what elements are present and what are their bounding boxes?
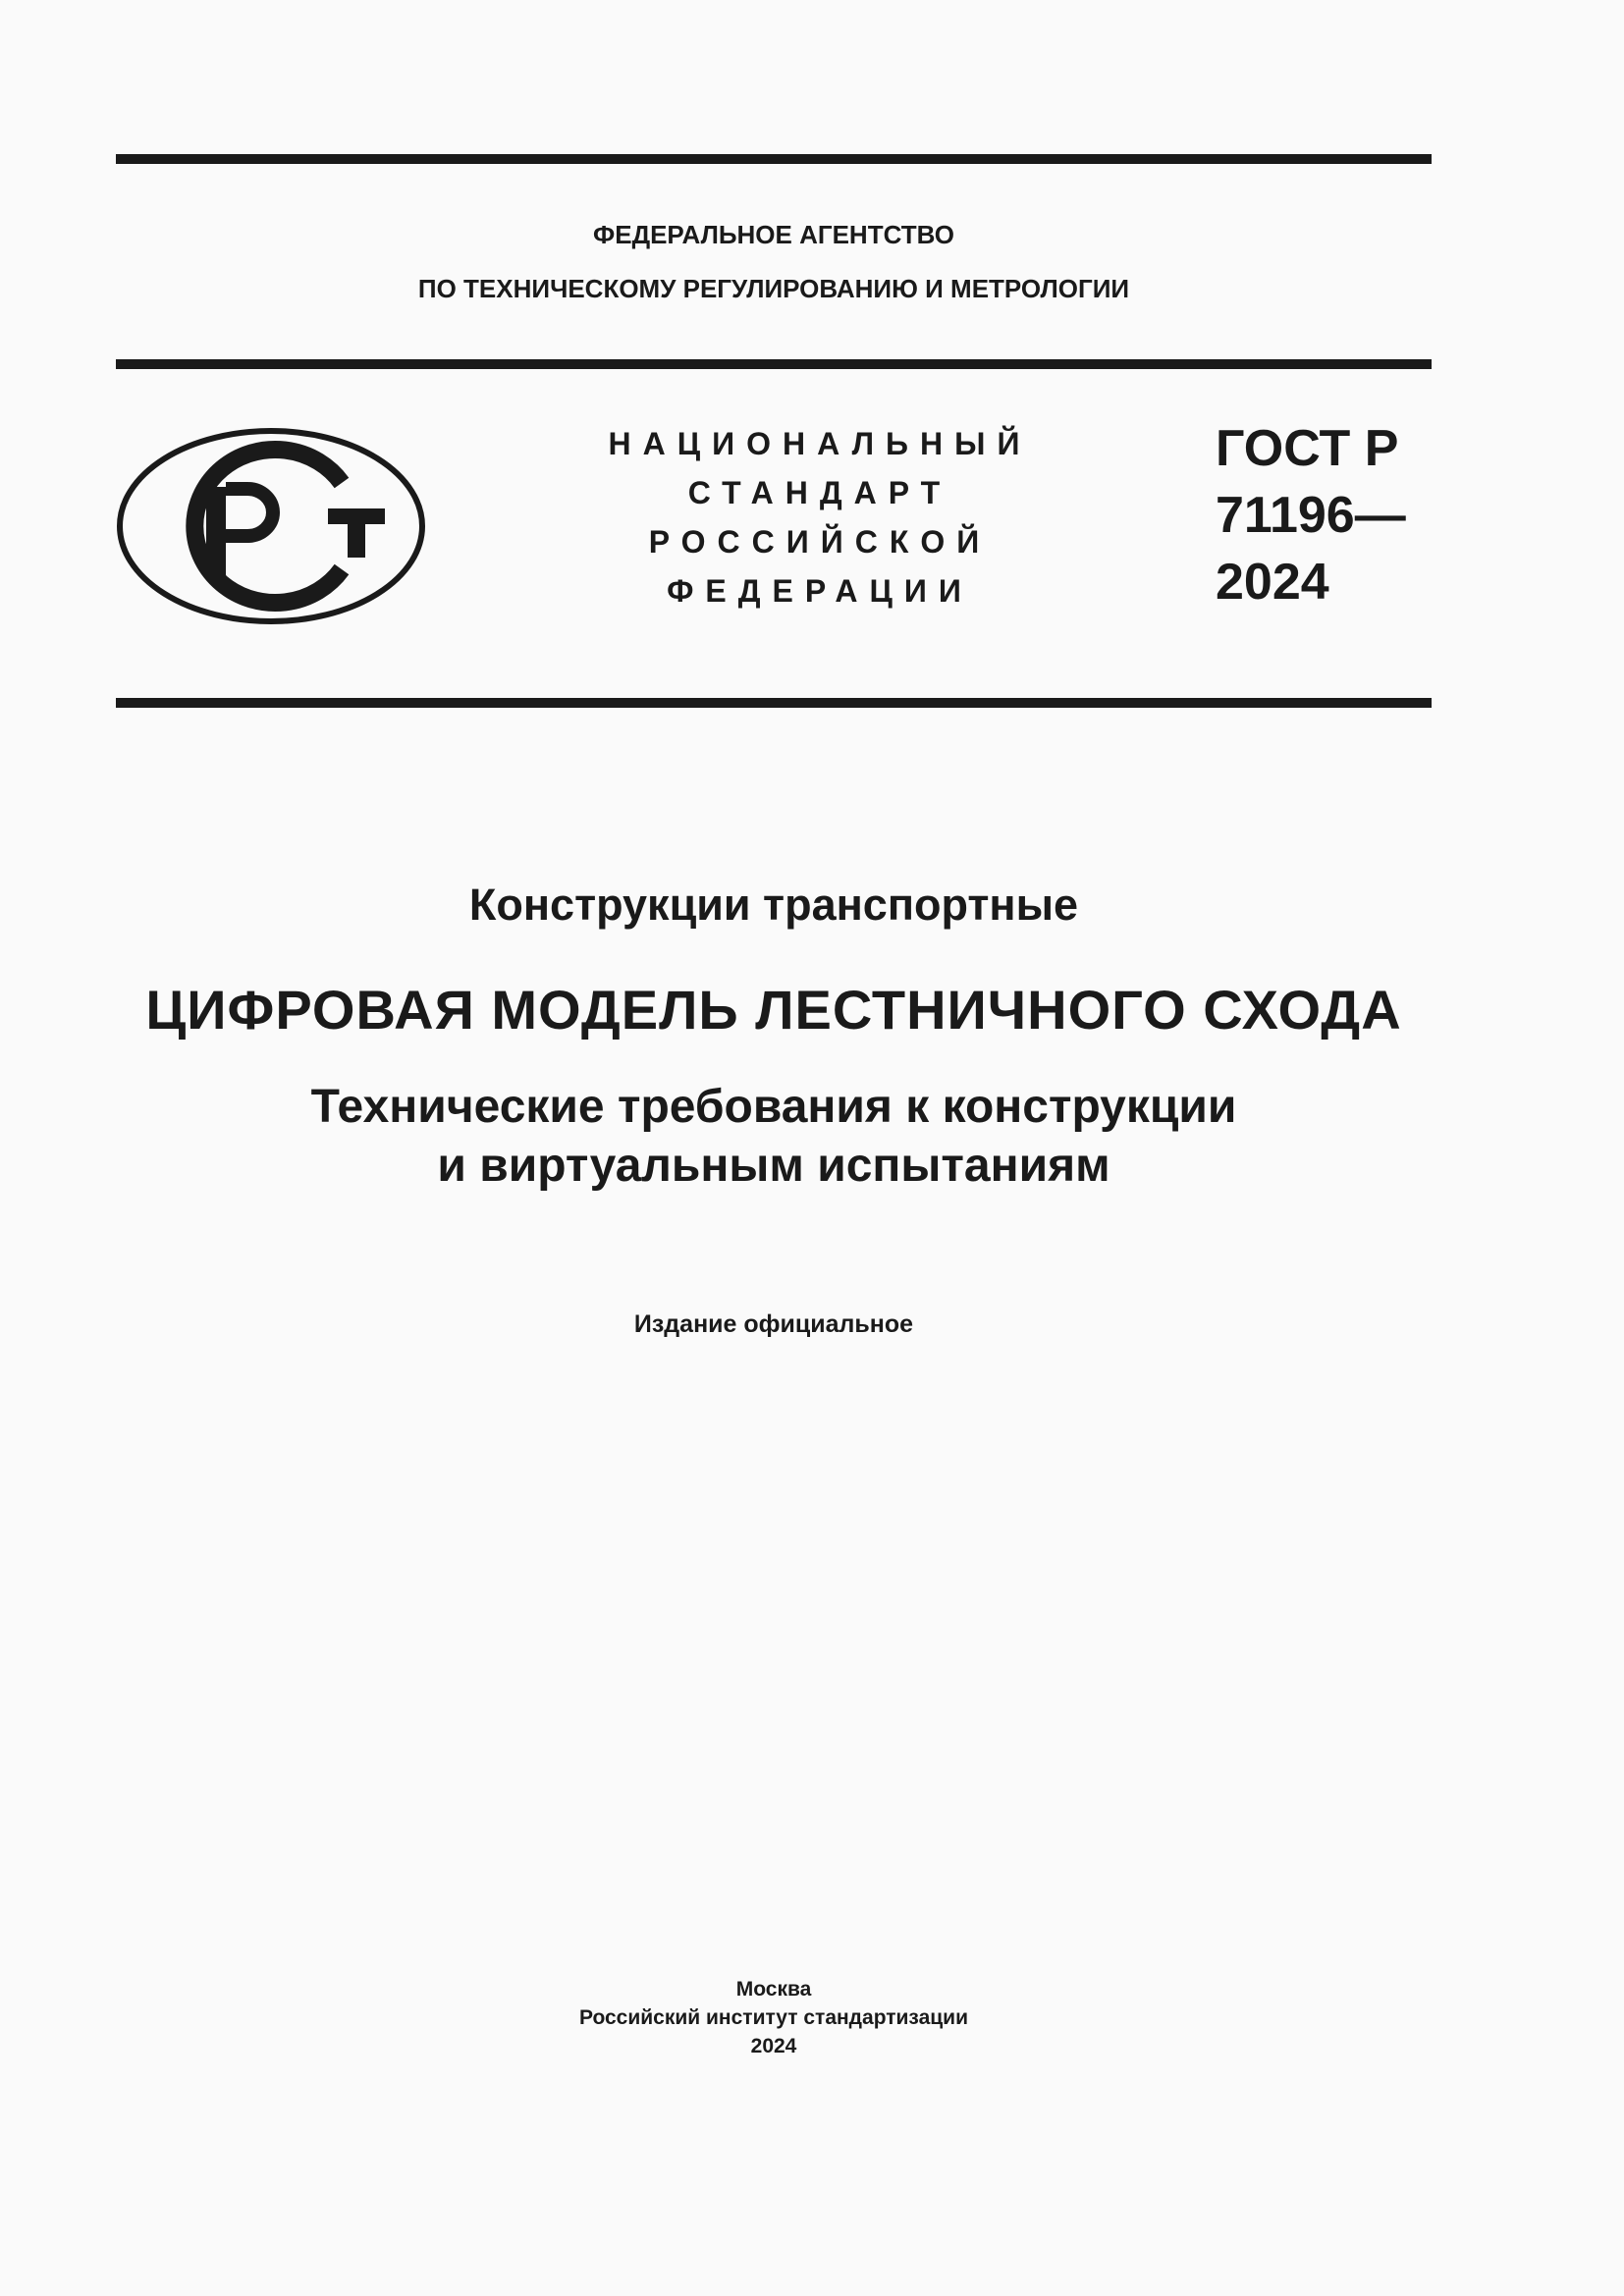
- top-rule: [116, 154, 1432, 164]
- agency-line-2: ПО ТЕХНИЧЕСКОМУ РЕГУЛИРОВАНИЮ И МЕТРОЛОГИИ: [417, 274, 1130, 303]
- footer-city: Москва: [735, 1978, 812, 2001]
- national-line-2: СТАНДАРТ: [687, 475, 952, 510]
- gost-designation: [1216, 415, 1451, 615]
- national-line-3: РОССИЙСКОЙ: [648, 524, 992, 560]
- document-description: [0, 1078, 1547, 1196]
- document-subtitle: Конструкции транспортные: [468, 880, 1079, 930]
- national-standard-heading: [569, 419, 1070, 615]
- description-line-1: Технические требования к конструкции: [310, 1081, 1237, 1133]
- description-line-2: и виртуальным испытаниям: [437, 1140, 1110, 1192]
- agency-line-1: ФЕДЕРАЛЬНОЕ АГЕНТСТВО: [593, 220, 954, 249]
- edition-label: Издание официальное: [633, 1310, 914, 1338]
- footer-year: 2024: [750, 2035, 797, 2057]
- standard-rule: [116, 698, 1432, 708]
- national-line-4: ФЕДЕРАЦИИ: [667, 573, 973, 609]
- gost-line-1: ГОСТ Р: [1216, 420, 1399, 477]
- gost-line-2: 71196—: [1216, 487, 1406, 544]
- national-line-1: НАЦИОНАЛЬНЫЙ: [608, 426, 1032, 461]
- publication-info: [0, 1975, 1547, 2060]
- header-rule: [116, 359, 1432, 369]
- document-title: ЦИФРОВАЯ МОДЕЛЬ ЛЕСТНИЧНОГО СХОДА: [145, 979, 1402, 1041]
- footer-publisher: Российский институт стандартизации: [578, 2006, 969, 2029]
- gost-line-3: 2024: [1216, 554, 1329, 611]
- rst-logo-icon: [114, 426, 428, 631]
